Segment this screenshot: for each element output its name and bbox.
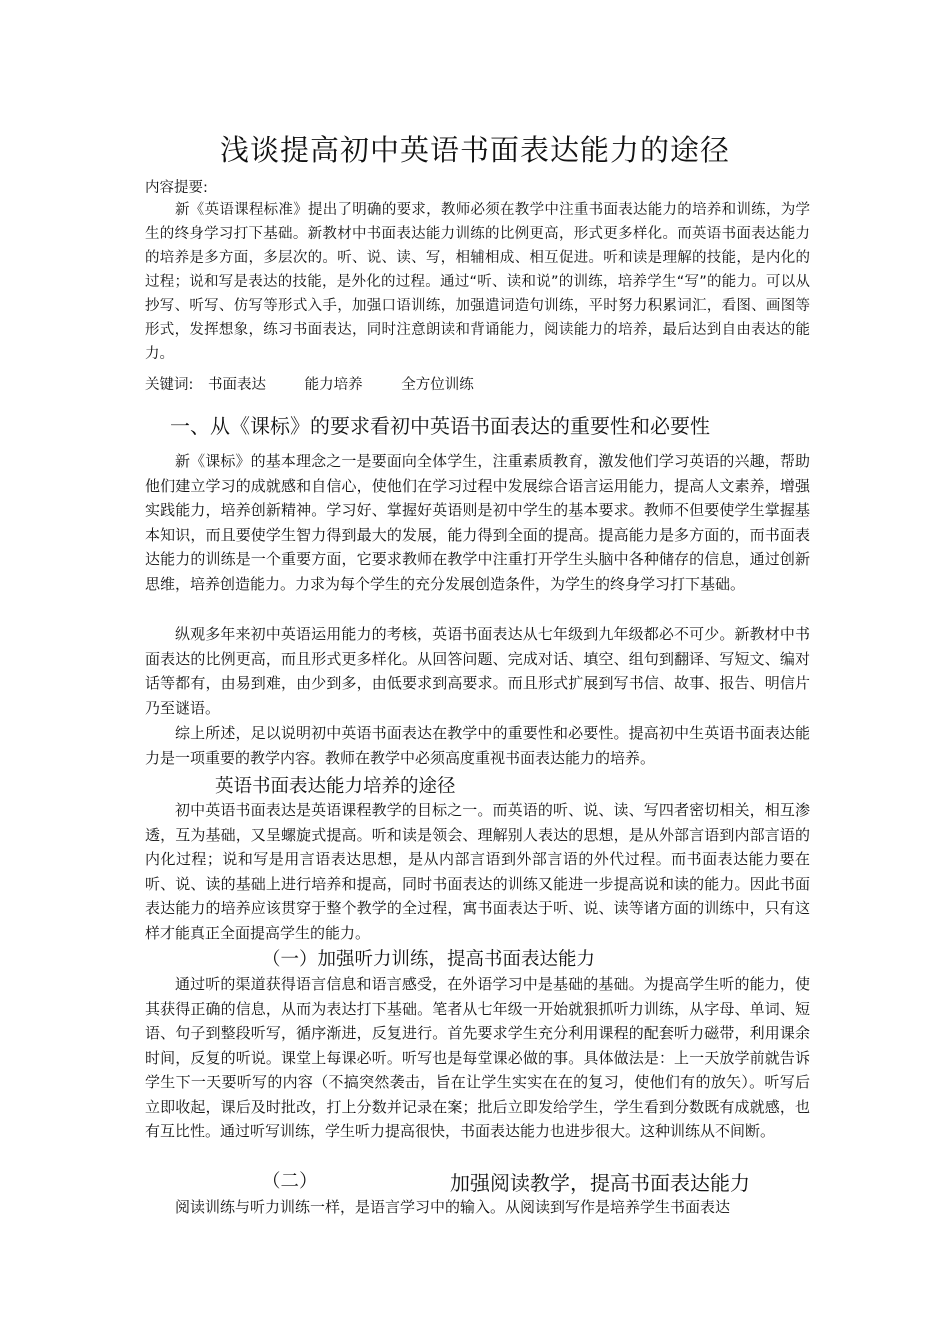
keyword-item: 书面表达 [208, 377, 266, 393]
body-paragraph: 综上所述，足以说明初中英语书面表达在教学中的重要性和必要性。提高初中生英语书面表达能力是一项重要的教学内容。教师在教学中必须高度重视书面表达能力的培养。 [145, 724, 810, 767]
body-paragraph: 初中英语书面表达是英语课程教学的目标之一。而英语的听、说、读、写四者密切相关，相互渗透，互为基础，又呈螺旋式提高。听和读是领会、理解别人表达的思想，是从外部言语到内部言语的内化过程；说和写是用言语表达思想，是从内部言语到外部言语的外代过程。而书面表达能力要在听、说、读的基础上进行培养和提高，同时书面表达的训练又能进一步提高说和读的能力。因此书面表达能力的培养应该贯穿于整个教学的全过程，寓书面表达于听、说、读等诸方面的训练中，只有这样才能真正全面提高学生的能力。 [145, 801, 810, 942]
body-paragraph: 纵观多年来初中英语运用能力的考核，英语书面表达从七年级到九年级都必不可少。新教材中书面表达的比例更高，而且形式更多样化。从回答问题、完成对话、填空、组句到翻译、写短文、编对话等都有，由易到难，由少到多，由低要求到高要求。而且形式扩展到写书信、故事、报告、明信片乃至谜语。 [145, 625, 810, 717]
document-title: 浅谈提高初中英语书面表达能力的途径 [219, 133, 730, 167]
section-heading: 英语书面表达能力培养的途径 [215, 776, 456, 797]
abstract-paragraph: 新《英语课程标准》提出了明确的要求，教师必须在教学中注重书面表达能力的培养和训练，为学生的终身学习打下基础。新教材中书面表达能力训练的比例更高，形式更多样化。而英语书面表达能力的培养是多方面，多层次的。听、说、读、写，相辅相成、相互促进。听和读是理解的技能，是内化的过程；说和写是表达的技能，是外化的过程。通过“听、读和说”的训练，培养学生“写”的能力。可以从抄写、听写、仿写等形式入手，加强口语训练，加强遣词造句训练，平时努力积累词汇，看图、画图等形式，发挥想象，练习书面表达，同时注意朗读和背诵能力，阅读能力的培养，最后达到自由表达的能力。 [145, 202, 810, 362]
body-paragraph: 新《课标》的基本理念之一是要面向全体学生，注重素质教育，激发他们学习英语的兴趣，帮助他们建立学习的成就感和自信心，使他们在学习过程中发展综合语言运用能力，提高人文素养，增强实践能力，培养创新精神。学习好、掌握好英语则是初中学生的基本要求。教师不但要使学生掌握基本知识，而且要使学生智力得到最大的发展，能力得到全面的提高。提高能力是多方面的，而书面表达能力的训练是一个重要方面，它要求教师在教学中注重打开学生头脑中各种储存的信息，通过创新思维，培养创造能力。力求为每个学生的充分发展创造条件，为学生的终身学习打下基础。 [145, 452, 810, 593]
section-heading: 一、从《课标》的要求看初中英语书面表达的重要性和必要性 [170, 414, 710, 438]
body-paragraph: 通过听的渠道获得语言信息和语言感受，在外语学习中是基础的基础。为提高学生听的能力，使其获得正确的信息，从而为表达打下基础。笔者从七年级一开始就狠抓听力训练，从字母、单词、短语、句子到整段听写，循序渐进，反复进行。首先要求学生充分利用课程的配套听力磁带，利用课余时间，反复的听说。课堂上每课必听。听写也是每堂课必做的事。具体做法是：上一天放学前就告诉学生下一天要听写的内容（不搞突然袭击，旨在让学生实实在在的复习，使他们有的放矢）。听写后立即收起，课后及时批改，打上分数并记录在案；批后立即发给学生，学生看到分数既有成就感，也有互比性。通过听写训练，学生听力提高很快，书面表达能力也进步很大。这种训练从不间断。 [145, 975, 810, 1140]
abstract-label: 内容提要: [145, 180, 208, 196]
subsection-number: （二） [262, 1171, 318, 1192]
subsection-heading: 加强阅读教学，提高书面表达能力 [450, 1171, 750, 1195]
keywords-label: 关键词: [145, 377, 194, 393]
keyword-item: 能力培养 [304, 377, 363, 393]
body-paragraph: 阅读训练与听力训练一样，是语言学习中的输入。从阅读到写作是培养学生书面表达 [175, 1198, 731, 1216]
keywords-line [145, 373, 474, 394]
subsection-heading: （一）加强听力训练，提高书面表达能力 [262, 949, 596, 970]
keyword-item: 全方位训练 [401, 377, 474, 393]
